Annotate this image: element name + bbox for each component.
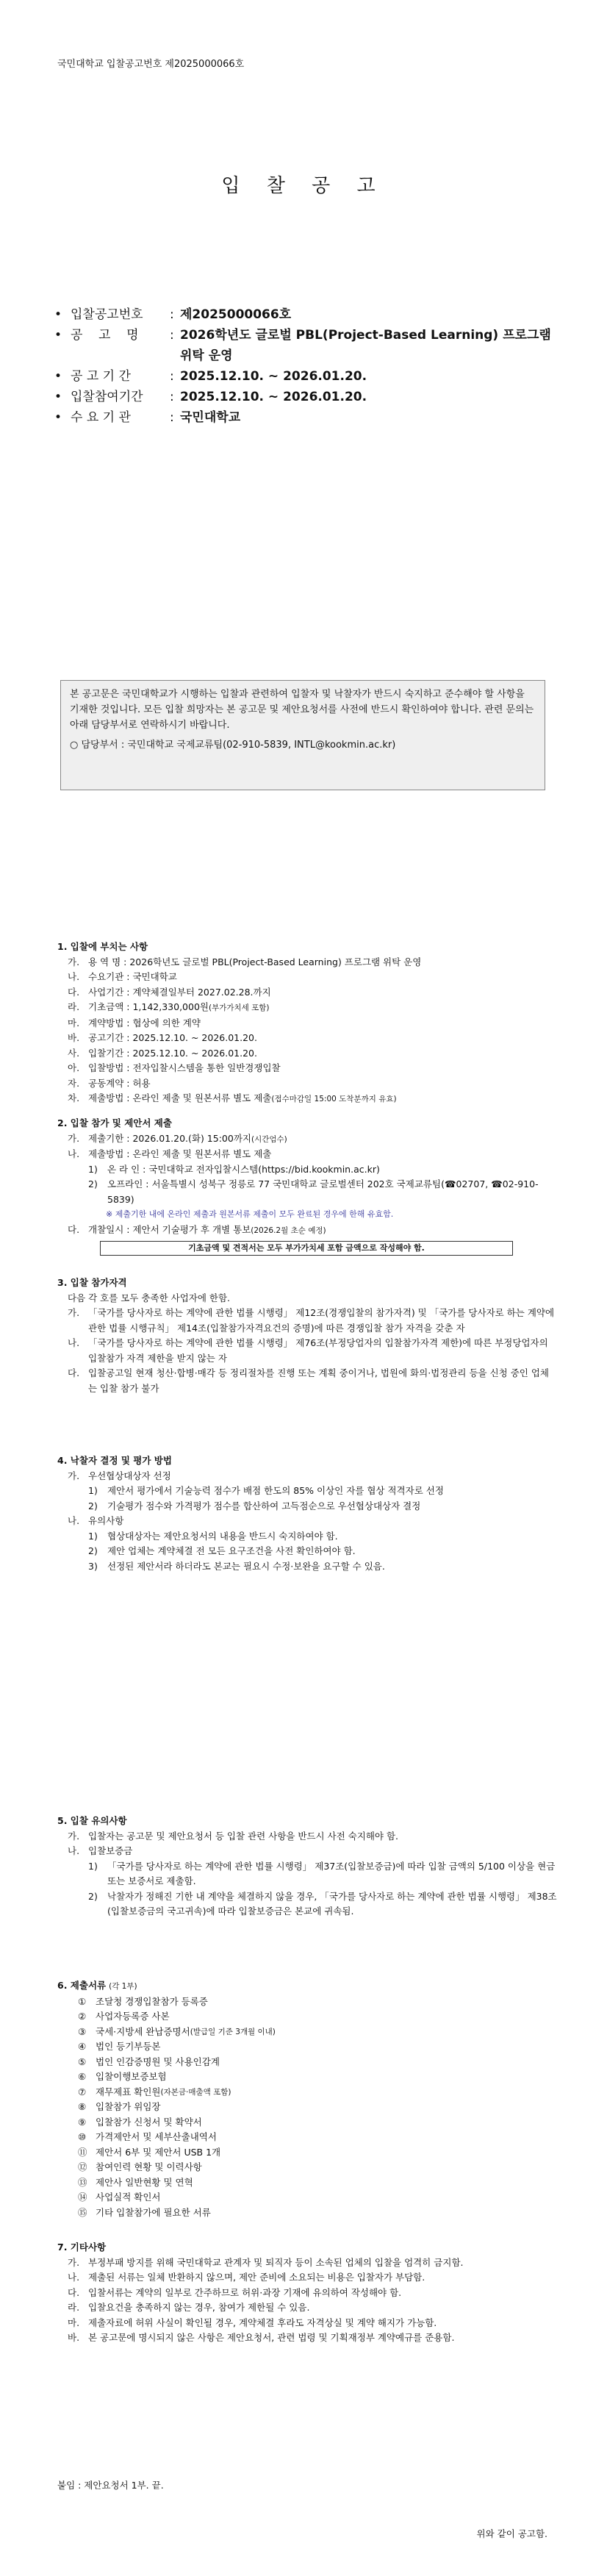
- section-title-row: [57, 1978, 557, 1994]
- section-title: 7. 기타사항: [57, 2242, 107, 2253]
- item-text-container: [88, 1223, 557, 1239]
- document-number: ⑥: [78, 2071, 87, 2082]
- section-evaluation: [57, 1453, 557, 1574]
- item-text-container: [88, 1131, 557, 1148]
- section-precautions: [57, 1814, 557, 1920]
- sub-item: [57, 1559, 557, 1575]
- document-name: 제안사 일반현황 및 연혁: [96, 2176, 193, 2188]
- sub-text: 선정된 제안서라 하더라도 본교는 필요시 수정·보완을 요구할 수 있음.: [107, 1560, 385, 1572]
- summary-row: [54, 407, 561, 428]
- summary-value: 2025.12.10. ~ 2026.01.20.: [180, 369, 367, 384]
- sub-key: 3): [88, 1560, 98, 1572]
- list-item: [57, 1306, 557, 1336]
- summary-row: [54, 387, 561, 407]
- list-item: [57, 2316, 557, 2331]
- document-name: 국세·지방세 완납증명서: [96, 2025, 190, 2037]
- sub-key: 1): [88, 1530, 98, 1542]
- sub-item: [57, 1484, 557, 1499]
- notice-text: 본 공고문은 국민대학교가 시행하는 입찰과 관련하여 입찰자 및 낙찰자가 반드시 숙지하고 준수해야 할 사항을 기재한 것입니다. 모든 입찰 희망자는 본 공고문 및 제안요청서를 사전에 반드시 확인하여야 합니다. 관련 문의는 아래 담당부서로 연락하시기 바랍니다.: [70, 689, 534, 731]
- summary-label: 공 고 명: [71, 328, 139, 343]
- document-name: 제안서 6부 및 제안서 USB 1개: [96, 2146, 221, 2158]
- document-name: 입찰참가 신청서 및 확약서: [96, 2116, 202, 2128]
- submission-note: ※ 제출기한 내에 온라인 제출과 원본서류 제출이 모두 완료된 경우에 한해 유효함.: [106, 1209, 394, 1219]
- item-key: 바.: [68, 2332, 80, 2343]
- item-key: 가.: [68, 1470, 80, 1481]
- item-note: (부가가치세 포함): [208, 1003, 270, 1012]
- bullet-icon: •: [54, 328, 62, 343]
- attachment-line: 붙임 : 제안요청서 1부. 끝.: [57, 2480, 164, 2491]
- sub-item: [57, 1499, 557, 1514]
- list-item: [57, 1514, 557, 1529]
- bullet-icon: •: [54, 307, 62, 322]
- sub-key: 1): [88, 1485, 98, 1496]
- list-item: [57, 1131, 557, 1148]
- item-text: 「국가를 당사자로 하는 계약에 관한 법률 시행령」 제12조(경쟁입찰의 참가자격) 및 「국가를 당사자로 하는 계약에 관한 법률 시행규칙」 제14조(입찰참가자격요건의 증명)에 따른 경쟁입찰 참가 자격을 갖춘 자: [88, 1307, 555, 1334]
- list-item: [57, 1147, 557, 1162]
- document-number: ⑪: [78, 2146, 87, 2158]
- sub-text: 기술평가 점수와 가격평가 점수를 합산하여 고득점순으로 우선협상대상자 결정: [107, 1500, 421, 1511]
- document-item: [78, 2055, 557, 2070]
- sub-text: 협상대상자는 제안요청서의 내용을 반드시 숙지하여야 함.: [107, 1530, 338, 1542]
- document-number: ②: [78, 2011, 87, 2022]
- document-name: 사업자등록증 사본: [96, 2011, 170, 2022]
- document-number: ⑮: [78, 2206, 87, 2218]
- sub-text: 오프라인 : 서울특별시 성북구 정릉로 77 국민대학교 글로벌센터 202호 국제교류팀(☎02707, ☎02-910-5839): [107, 1178, 539, 1205]
- document-item: [78, 2025, 557, 2040]
- item-text: 사업기간 : 계약체결일부터 2027.02.28.까지: [88, 986, 271, 998]
- vat-notice-box: 기초금액 및 견적서는 모두 부가가치세 포함 금액으로 작성해야 함.: [100, 1241, 513, 1256]
- section-title: 4. 낙찰자 결정 및 평가 방법: [57, 1455, 172, 1466]
- item-key: 자.: [68, 1077, 80, 1089]
- summary-value: 2026학년도 글로벌 PBL(Project-Based Learning) 프로그램 위탁 운영: [180, 328, 551, 363]
- item-text: 계약방법 : 협상에 의한 계약: [88, 1017, 201, 1028]
- document-number: ⑦: [78, 2086, 87, 2097]
- sub-text: 제안 업체는 계약체결 전 모든 요구조건을 사전 확인하여야 함.: [107, 1545, 356, 1556]
- item-text-container: [88, 1000, 557, 1016]
- document-name: 기타 입찰참가에 필요한 서류: [96, 2206, 211, 2218]
- bullet-icon: •: [54, 410, 62, 425]
- document-item: [78, 2145, 557, 2161]
- document-item: [78, 2115, 557, 2130]
- section-title: 3. 입찰 참가자격: [57, 1277, 127, 1288]
- colon: :: [170, 390, 174, 404]
- item-text: 입찰요건을 충족하지 않는 경우, 참여가 제한될 수 있음.: [88, 2302, 310, 2313]
- list-item: [57, 1844, 557, 1859]
- item-key: 가.: [68, 1830, 80, 1842]
- list-item: [57, 970, 557, 985]
- notice-box: [60, 680, 545, 790]
- section-bid-items: [57, 940, 557, 1107]
- document-number: ⑩: [78, 2131, 87, 2142]
- item-key: 라.: [68, 1001, 80, 1012]
- item-key: 나.: [68, 2272, 80, 2283]
- summary-value: 국민대학교: [180, 410, 241, 425]
- document-name: 법인 등기부등본: [96, 2041, 161, 2052]
- item-text: 수요기관 : 국민대학교: [88, 971, 177, 982]
- list-item: [57, 1223, 557, 1239]
- list-item: [57, 2270, 557, 2286]
- item-key: 다.: [68, 2286, 80, 2298]
- document-number: ⑬: [78, 2176, 87, 2188]
- item-key: 나.: [68, 1337, 80, 1348]
- document-number: ④: [78, 2041, 87, 2052]
- item-text: 입찰자는 공고문 및 제안요청서 등 입찰 관련 사항을 반드시 사전 숙지해야 함.: [88, 1830, 399, 1842]
- item-key: 바.: [68, 1032, 80, 1043]
- document-number: ③: [78, 2025, 87, 2037]
- colon: :: [170, 307, 174, 322]
- contact-info: ○ 담당부서 : 국민대학교 국제교류팀(02-910-5839, INTL@kookmin.ac.kr): [70, 740, 396, 751]
- item-key: 나.: [68, 1515, 80, 1526]
- list-item: [57, 955, 557, 970]
- closing-line: 위와 같이 공고함.: [476, 2528, 547, 2539]
- colon: :: [170, 410, 174, 425]
- item-key: 다.: [68, 1367, 80, 1378]
- section-intro: 다음 각 호를 모두 충족한 사업자에 한함.: [68, 1292, 231, 1303]
- sub-item: [57, 1859, 557, 1889]
- item-key: 마.: [68, 1017, 80, 1028]
- section-title: 2. 입찰 참가 및 제안서 제출: [57, 1117, 172, 1128]
- list-item: [57, 1076, 557, 1092]
- sub-key: 2): [88, 1178, 98, 1189]
- sub-key: 2): [88, 1545, 98, 1556]
- item-text: 제출방법 : 온라인 제출 및 원본서류 별도 제출: [88, 1148, 272, 1159]
- sub-item: [57, 1544, 557, 1559]
- list-item: [57, 1366, 557, 1396]
- item-key: 차.: [68, 1092, 80, 1103]
- item-text: 입찰서류는 계약의 일부로 간주하므로 허위·과장 기재에 유의하여 작성해야 함.: [88, 2286, 402, 2298]
- sub-item: [57, 1529, 557, 1545]
- document-item: [78, 2175, 557, 2191]
- list-item: [57, 1061, 557, 1076]
- sub-item: [57, 1177, 557, 1207]
- document-number: ①: [78, 1995, 87, 2007]
- section-title: 5. 입찰 유의사항: [57, 1815, 127, 1826]
- page-title: 입 찰 공 고: [221, 175, 386, 197]
- item-text: 유의사항: [88, 1515, 124, 1526]
- item-key: 아.: [68, 1062, 80, 1073]
- sub-key: 2): [88, 1500, 98, 1511]
- summary-label: 입찰참여기간: [71, 390, 143, 404]
- list-item: [57, 1016, 557, 1031]
- document-item: [78, 2100, 557, 2115]
- document-number: ⑭: [78, 2192, 87, 2203]
- summary-label: 입찰공고번호: [71, 307, 143, 322]
- item-note: (접수마감일 15:00 도착분까지 유효): [271, 1095, 397, 1103]
- list-item: [57, 2300, 557, 2316]
- summary-value: 제2025000066호: [180, 307, 292, 322]
- sub-text: 「국가를 당사자로 하는 계약에 관한 법률 시행령」 제37조(입찰보증금)에 따라 입찰 금액의 5/100 이상을 현금 또는 보증서로 제출함.: [107, 1860, 556, 1886]
- document-name: 조달청 경쟁입찰참가 등록증: [96, 1995, 208, 2007]
- item-text: 개찰일시 : 제안서 기술평가 후 개별 통보: [88, 1223, 251, 1235]
- document-note: (발급일 기준 3개월 이내): [190, 2027, 276, 2036]
- sub-item: [57, 1162, 557, 1178]
- document-list: [57, 1994, 557, 2221]
- document-item: [78, 2130, 557, 2145]
- item-key: 라.: [68, 2302, 80, 2313]
- summary-label: 수 요 기 관: [71, 410, 131, 425]
- document-name: 입찰참가 위임장: [96, 2101, 161, 2112]
- document-number: ⑧: [78, 2101, 87, 2112]
- item-text: 부정부패 방지를 위해 국민대학교 관계자 및 퇴직자 등이 소속된 업체의 입찰을 엄격히 금지함.: [88, 2256, 464, 2268]
- item-key: 마.: [68, 2316, 80, 2328]
- item-text: 공고기간 : 2025.12.10. ~ 2026.01.20.: [88, 1032, 257, 1043]
- list-item: [57, 1091, 557, 1107]
- document-name: 법인 인감증명원 및 사용인감계: [96, 2056, 220, 2067]
- item-text: 「국가를 당사자로 하는 계약에 관한 법률 시행령」 제76조(부정당업자의 입찰참가자격 제한)에 따른 부정당업자의 입찰참가 자격 제한을 받지 않는 자: [88, 1337, 548, 1364]
- list-item: [57, 1000, 557, 1016]
- item-text-container: [88, 1091, 557, 1107]
- colon: :: [170, 328, 174, 343]
- item-key: 나.: [68, 1845, 80, 1856]
- sub-text: 온 라 인 : 국민대학교 전자입찰시스템(https://bid.kookmin.ac.kr): [107, 1163, 380, 1175]
- summary-row: [54, 325, 561, 366]
- list-item: [57, 1336, 557, 1366]
- item-key: 가.: [68, 956, 80, 967]
- document-name: 사업실적 확인서: [96, 2192, 161, 2203]
- announcement-summary: [54, 304, 561, 428]
- document-name: 참여인력 현황 및 이력사항: [96, 2161, 202, 2172]
- item-key: 나.: [68, 971, 80, 982]
- item-text: 기초금액 : 1,142,330,000원: [88, 1001, 209, 1012]
- list-item: [57, 1829, 557, 1845]
- item-key: 다.: [68, 1223, 80, 1235]
- item-text: 용 역 명 : 2026학년도 글로벌 PBL(Project-Based Learning) 프로그램 위탁 운영: [88, 956, 422, 967]
- section-title: 1. 입찰에 부치는 사항: [57, 941, 148, 952]
- section-other: [57, 2240, 557, 2346]
- item-note: (2026.2월 초순 예정): [251, 1226, 326, 1235]
- document-item: [78, 2160, 557, 2175]
- document-item: [78, 2039, 557, 2055]
- document-item: [78, 1994, 557, 2010]
- document-number: ⑫: [78, 2161, 87, 2172]
- section-eligibility: [57, 1276, 557, 1396]
- list-item: [57, 1031, 557, 1046]
- summary-row: [54, 366, 561, 387]
- list-item: [57, 2255, 557, 2271]
- list-item: [57, 985, 557, 1001]
- item-note: (시간엄수): [251, 1134, 287, 1144]
- item-text: 제출자료에 허위 사실이 확인될 경우, 계약체결 후라도 자격상실 및 계약 해지가 가능함.: [88, 2316, 437, 2328]
- item-text: 우선협상대상자 선정: [88, 1470, 171, 1481]
- colon: :: [170, 369, 174, 384]
- item-text: 입찰보증금: [88, 1845, 133, 1856]
- item-key: 가.: [68, 1132, 80, 1144]
- item-text: 제출된 서류는 일체 반환하지 않으며, 제안 준비에 소요되는 비용은 입찰자가 부담함.: [88, 2272, 425, 2283]
- bullet-icon: •: [54, 369, 62, 384]
- item-key: 사.: [68, 1047, 80, 1059]
- sub-text: 제안서 평가에서 기술능력 점수가 배점 한도의 85% 이상인 자를 협상 적격자로 선정: [107, 1485, 444, 1496]
- item-text: 본 공고문에 명시되지 않은 사항은 제안요청서, 관련 법령 및 기획재정부 계약예규를 준용함.: [88, 2332, 455, 2343]
- summary-value: 2025.12.10. ~ 2026.01.20.: [180, 390, 367, 404]
- item-text: 공동계약 : 허용: [88, 1077, 151, 1089]
- section-title-note: (각 1부): [109, 1982, 137, 1991]
- bullet-icon: •: [54, 390, 62, 404]
- item-key: 가.: [68, 1307, 80, 1318]
- item-text: 제출기한 : 2026.01.20.(화) 15:00까지: [88, 1132, 251, 1144]
- item-key: 가.: [68, 2256, 80, 2268]
- sub-key: 1): [88, 1163, 98, 1175]
- item-text: 입찰기간 : 2025.12.10. ~ 2026.01.20.: [88, 1047, 257, 1059]
- document-name: 재무제표 확인원: [96, 2086, 161, 2097]
- item-key: 다.: [68, 986, 80, 998]
- sub-key: 1): [88, 1860, 98, 1872]
- section-submission: [57, 1116, 557, 1256]
- sub-text: 낙찰자가 정해진 기한 내 계약을 체결하지 않을 경우, 「국가를 당사자로 하는 계약에 관한 법률 시행령」 제38조(입찰보증금의 국고귀속)에 따라 입찰보증금은 본교에 귀속됨.: [107, 1890, 557, 1917]
- document-note: (자본금·매출액 포함): [160, 2087, 231, 2097]
- sub-item: [57, 1889, 557, 1920]
- item-text: 입찰공고일 현재 청산·합병·매각 등 정리절차를 진행 또는 계획 중이거나, 법원에 화의·법정관리 등을 신청 중인 업체는 입찰 참가 불가: [88, 1367, 549, 1394]
- document-item: [78, 2205, 557, 2221]
- document-name: 가격제안서 및 세부산출내역서: [96, 2131, 217, 2142]
- summary-row: [54, 304, 561, 325]
- item-text: 입찰방법 : 전자입찰시스템을 통한 일반경쟁입찰: [88, 1062, 281, 1073]
- summary-label: 공 고 기 간: [71, 369, 131, 384]
- sub-key: 2): [88, 1890, 98, 1902]
- document-item: [78, 2069, 557, 2085]
- document-item: [78, 2190, 557, 2205]
- list-item: [57, 1046, 557, 1062]
- section-title: 6. 제출서류: [57, 1980, 107, 1991]
- document-item: [78, 2009, 557, 2025]
- list-item: [57, 2286, 557, 2301]
- list-item: [57, 2330, 557, 2346]
- document-name: 입찰이행보증보험: [96, 2071, 167, 2082]
- item-key: 나.: [68, 1148, 80, 1159]
- document-number: ⑤: [78, 2056, 87, 2067]
- list-item: [57, 1469, 557, 1484]
- item-text: 제출방법 : 온라인 제출 및 원본서류 별도 제출: [88, 1092, 272, 1103]
- document-number: ⑨: [78, 2116, 87, 2128]
- announcement-number-header: 국민대학교 입찰공고번호 제2025000066호: [57, 59, 245, 70]
- document-item: [78, 2085, 557, 2100]
- section-documents: [57, 1978, 557, 2220]
